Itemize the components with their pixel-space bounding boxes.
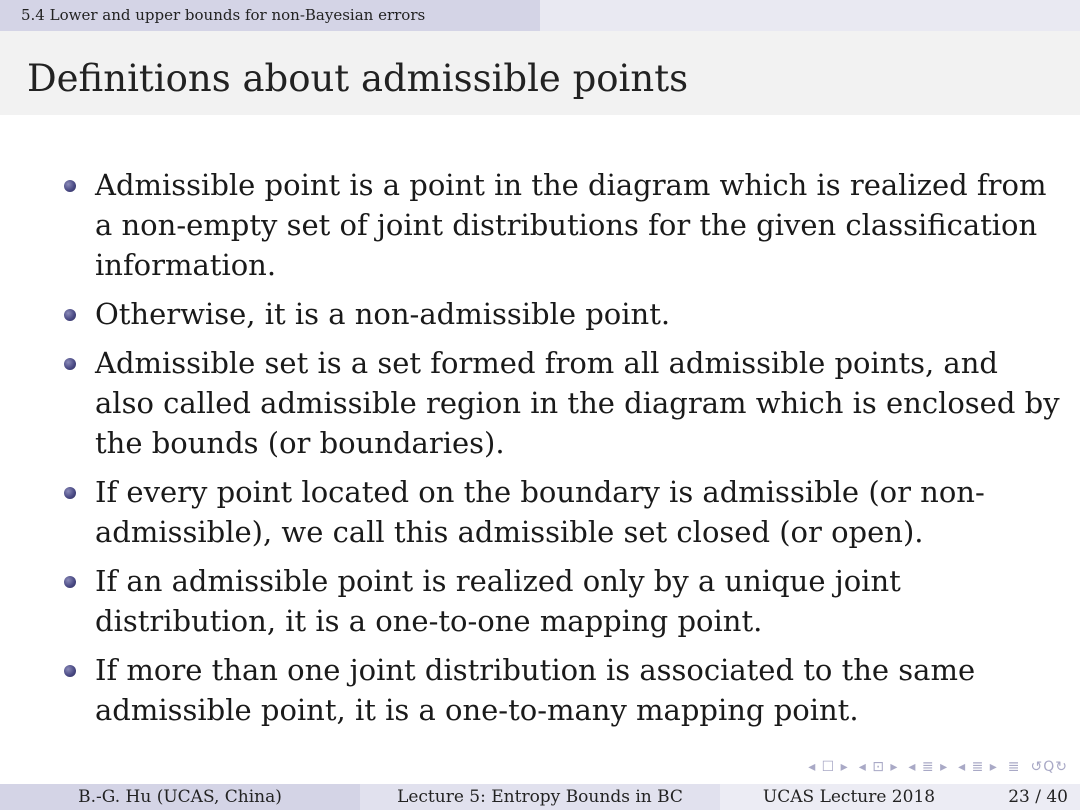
- bullet-text: If an admissible point is realized only by a unique joint distribution, it is a one-to-one mapping point.: [95, 564, 901, 638]
- subsection-nav-icon[interactable]: ◂ ⊡ ▸: [858, 759, 899, 775]
- bullet-icon: [64, 358, 76, 370]
- footer-author: B.-G. Hu (UCAS, China): [0, 784, 360, 810]
- page-number: 23 / 40: [1008, 787, 1068, 807]
- slide-title: Definitions about admissible points: [27, 57, 689, 100]
- beamer-navigation: [808, 759, 1068, 775]
- list-item: [60, 561, 1060, 641]
- list-item: [60, 165, 1060, 285]
- align-icon[interactable]: ≣: [1007, 759, 1021, 775]
- bullet-text: Admissible set is a set formed from all admissible points, and also called admissible region in the diagram which is enclosed by the bounds (or boundaries).: [95, 346, 1060, 460]
- footer-right: [720, 784, 1080, 810]
- bullet-list: [60, 165, 1060, 739]
- list-item: [60, 294, 1060, 334]
- section-heading: 5.4 Lower and upper bounds for non-Bayesian errors: [0, 0, 540, 31]
- footer-lecture: Lecture 5: Entropy Bounds in BC: [360, 784, 720, 810]
- list-item: [60, 650, 1060, 730]
- section2-nav-icon[interactable]: ◂ ≣ ▸: [958, 759, 998, 775]
- bullet-text: Otherwise, it is a non-admissible point.: [95, 297, 671, 331]
- bullet-icon: [64, 180, 76, 192]
- section-bar: [0, 0, 1080, 31]
- bullet-text: Admissible point is a point in the diagram which is realized from a non-empty set of joint distributions for the given classification information.: [95, 168, 1047, 282]
- bullet-text: If every point located on the boundary is admissible (or non-admissible), we call this admissible set closed (or open).: [95, 475, 985, 549]
- search-icon[interactable]: ↺Q↻: [1030, 759, 1068, 775]
- bullet-icon: [64, 665, 76, 677]
- footer: [0, 784, 1080, 810]
- section-nav-icon[interactable]: ◂ ≣ ▸: [908, 759, 949, 775]
- frame-nav-icon[interactable]: ◂ ☐ ▸: [808, 759, 849, 775]
- bullet-icon: [64, 309, 76, 321]
- bullet-text: If more than one joint distribution is associated to the same admissible point, it is a one-to-many mapping point.: [95, 653, 976, 727]
- footer-event: UCAS Lecture 2018: [762, 787, 936, 807]
- bullet-icon: [64, 576, 76, 588]
- list-item: [60, 343, 1060, 463]
- bullet-icon: [64, 487, 76, 499]
- list-item: [60, 472, 1060, 552]
